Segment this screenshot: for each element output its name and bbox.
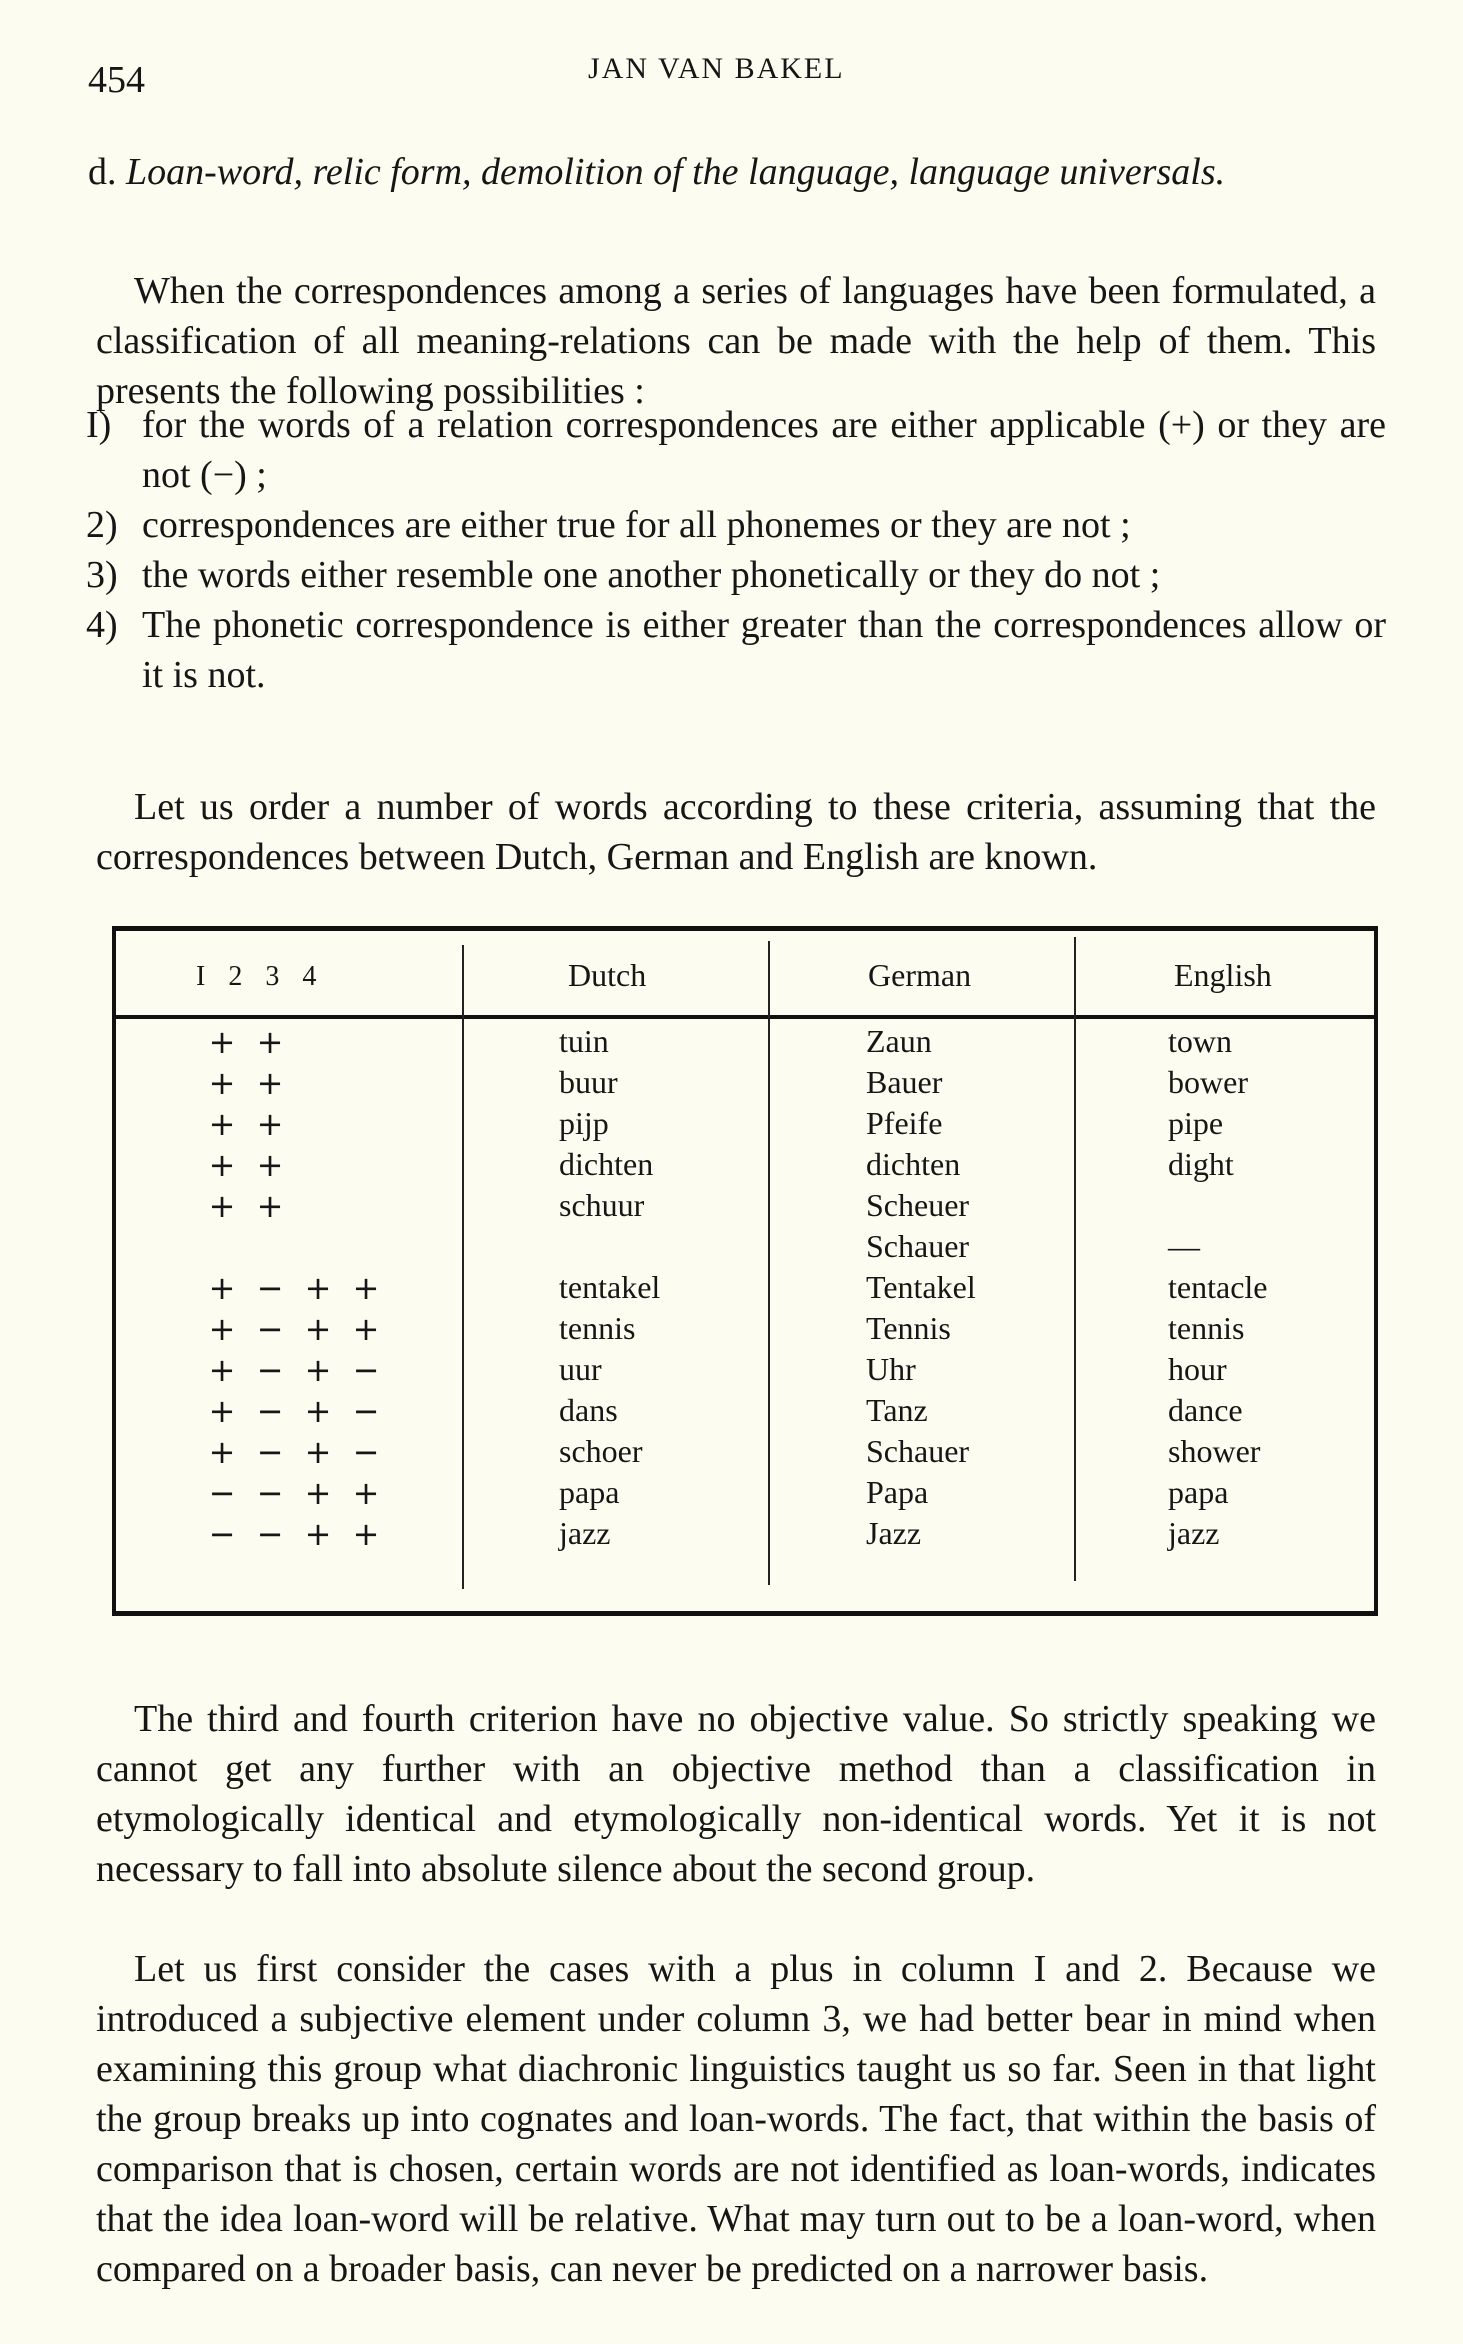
criterion-mark: − xyxy=(256,1351,284,1389)
criterion-mark: + xyxy=(256,1064,284,1102)
list-text: correspondences are either true for all phonemes or they are not ; xyxy=(142,504,1131,546)
list-item xyxy=(86,600,1386,700)
criterion-mark: − xyxy=(256,1515,284,1553)
criterion-mark: − xyxy=(256,1310,284,1348)
list-item xyxy=(86,550,1386,600)
criterion-mark: − xyxy=(256,1474,284,1512)
cell-dutch: pijp xyxy=(559,1105,609,1141)
criterion-mark: − xyxy=(208,1474,236,1512)
criterion-mark: + xyxy=(208,1310,236,1348)
cell-dutch: dans xyxy=(559,1392,618,1428)
table-row xyxy=(116,1064,1374,1104)
cell-german: Tanz xyxy=(866,1392,928,1428)
criteria-marks xyxy=(198,1310,390,1348)
cell-dutch: uur xyxy=(559,1351,602,1387)
paragraph-intro: When the correspondences among a series of languages have been formulated, a classification of all meaning-relations can be made with the help of them. This presents the following possibilities : xyxy=(96,270,1376,412)
list-number: 3) xyxy=(86,554,118,596)
criteria-marks xyxy=(198,1064,390,1102)
page-number: 454 xyxy=(88,59,145,101)
cell-german: Uhr xyxy=(866,1351,916,1387)
table-row xyxy=(116,1433,1374,1473)
criteria-marks xyxy=(198,1392,390,1430)
criterion-mark: − xyxy=(352,1351,380,1389)
criterion-mark: − xyxy=(256,1269,284,1307)
paragraph-criteria-value: The third and fourth criterion have no objective value. So strictly speaking we cannot get any further with an objective method than a classification in etymologically identical and etymologically non-identical words. Yet it is not necessary to fall into absolute silence about the second group. xyxy=(96,1698,1376,1890)
criterion-mark: + xyxy=(304,1351,332,1389)
criteria-marks xyxy=(198,1105,390,1143)
criterion-mark: + xyxy=(304,1474,332,1512)
cell-english: jazz xyxy=(1168,1515,1220,1551)
criterion-mark: + xyxy=(208,1433,236,1471)
cell-english: dance xyxy=(1168,1392,1243,1428)
criterion-mark: + xyxy=(208,1105,236,1143)
cell-dutch: papa xyxy=(559,1474,620,1510)
cell-dutch: schuur xyxy=(559,1187,645,1223)
cell-dutch: schoer xyxy=(559,1433,643,1469)
cell-german: Jazz xyxy=(866,1515,922,1551)
list-text: The phonetic correspondence is either greater than the correspondences allow or it is not. xyxy=(142,604,1386,696)
paragraph-order: Let us order a number of words according to these criteria, assuming that the correspondences between Dutch, German and English are known. xyxy=(96,786,1376,878)
table-row xyxy=(116,1146,1374,1186)
list-number: 2) xyxy=(86,504,118,546)
section-label: d. xyxy=(88,151,117,193)
criterion-mark: + xyxy=(208,1023,236,1061)
criteria-marks xyxy=(198,1146,390,1184)
section-heading xyxy=(88,150,1225,194)
running-head: JAN VAN BAKEL xyxy=(588,52,845,85)
cell-english: pipe xyxy=(1168,1105,1224,1141)
cell-dutch: tuin xyxy=(559,1023,609,1059)
cell-dutch: jazz xyxy=(559,1515,611,1551)
list-text: the words either resemble one another phonetically or they do not ; xyxy=(142,554,1161,596)
table-row xyxy=(116,1515,1374,1555)
cell-german: Tennis xyxy=(866,1310,951,1346)
criterion-mark: − xyxy=(256,1433,284,1471)
criteria-marks xyxy=(198,1515,390,1553)
criterion-mark: + xyxy=(208,1187,236,1225)
header-german: German xyxy=(868,957,972,993)
table-row xyxy=(116,1474,1374,1514)
criterion-mark: − xyxy=(352,1433,380,1471)
cell-english: town xyxy=(1168,1023,1232,1059)
word-comparison-table xyxy=(112,926,1378,1616)
cell-english: — xyxy=(1168,1228,1200,1264)
list-number: 4) xyxy=(86,604,118,646)
criterion-mark: + xyxy=(352,1310,380,1348)
criteria-marks xyxy=(198,1228,390,1266)
criterion-mark: + xyxy=(256,1023,284,1061)
cell-dutch: tentakel xyxy=(559,1269,661,1305)
cell-english: shower xyxy=(1168,1433,1261,1469)
cell-german: Schauer xyxy=(866,1228,970,1264)
table-row xyxy=(116,1310,1374,1350)
criterion-mark: + xyxy=(208,1269,236,1307)
criterion-mark: + xyxy=(304,1433,332,1471)
cell-german: Scheuer xyxy=(866,1187,970,1223)
header-dutch: Dutch xyxy=(568,957,647,993)
cell-german: dichten xyxy=(866,1146,961,1182)
criterion-mark: + xyxy=(352,1474,380,1512)
cell-english: bower xyxy=(1168,1064,1248,1100)
table-row xyxy=(116,1392,1374,1432)
cell-english: hour xyxy=(1168,1351,1227,1387)
cell-german: Schauer xyxy=(866,1433,970,1469)
criterion-mark: + xyxy=(208,1351,236,1389)
table-row xyxy=(116,1228,1374,1268)
paragraph-plus-cases: Let us first consider the cases with a plus in column I and 2. Because we introduced a subjective element under column 3, we had better bear in mind when examining this group what diachronic linguistics taught us so far. Seen in that light the group breaks up into cognates and loan-words. The fact, that within the basis of comparison that is chosen, certain words are not identified as loan-words, indicates that the idea loan-word will be relative. What may turn out to be a loan-word, when compared on a broader basis, can never be predicted on a narrower basis. xyxy=(96,1948,1376,2290)
cell-german: Tentakel xyxy=(866,1269,976,1305)
criteria-marks xyxy=(198,1269,390,1307)
criterion-mark: + xyxy=(208,1392,236,1430)
criteria-marks xyxy=(198,1351,390,1389)
cell-english: tennis xyxy=(1168,1310,1245,1346)
section-title: Loan-word, relic form, demolition of the language, language universals. xyxy=(126,151,1226,193)
header-english: English xyxy=(1174,957,1272,993)
criterion-mark: + xyxy=(304,1515,332,1553)
page-header xyxy=(88,52,1388,112)
list-item xyxy=(86,500,1386,550)
cell-english: tentacle xyxy=(1168,1269,1268,1305)
cell-german: Bauer xyxy=(866,1064,943,1100)
table-row xyxy=(116,1269,1374,1309)
criterion-mark: − xyxy=(352,1392,380,1430)
criterion-mark: − xyxy=(208,1515,236,1553)
criterion-mark: + xyxy=(256,1105,284,1143)
criterion-mark: + xyxy=(256,1146,284,1184)
table-row xyxy=(116,1105,1374,1145)
cell-english: papa xyxy=(1168,1474,1229,1510)
cell-german: Zaun xyxy=(866,1023,932,1059)
cell-english: dight xyxy=(1168,1146,1234,1182)
criterion-mark: + xyxy=(304,1269,332,1307)
criteria-marks xyxy=(198,1433,390,1471)
cell-dutch: tennis xyxy=(559,1310,636,1346)
cell-dutch: buur xyxy=(559,1064,618,1100)
table-row xyxy=(116,1023,1374,1063)
criteria-marks xyxy=(198,1187,390,1225)
list-item xyxy=(86,400,1386,500)
cell-german: Pfeife xyxy=(866,1105,943,1141)
criteria-marks xyxy=(198,1023,390,1061)
list-text: for the words of a relation correspondences are either applicable (+) or they are not (−) ; xyxy=(142,404,1386,496)
criterion-mark: − xyxy=(256,1392,284,1430)
cell-german: Papa xyxy=(866,1474,929,1510)
criterion-mark: + xyxy=(304,1310,332,1348)
criterion-mark: + xyxy=(352,1269,380,1307)
criteria-list xyxy=(86,400,1386,700)
cell-dutch: dichten xyxy=(559,1146,654,1182)
table-row xyxy=(116,1351,1374,1391)
list-number: I) xyxy=(86,404,112,446)
criterion-mark: + xyxy=(304,1392,332,1430)
criteria-marks xyxy=(198,1474,390,1512)
criteria-column-header: I 2 3 4 xyxy=(196,961,317,992)
table-header xyxy=(116,931,1374,1019)
criterion-mark: + xyxy=(256,1187,284,1225)
table-row xyxy=(116,1187,1374,1227)
criterion-mark: + xyxy=(208,1146,236,1184)
criterion-mark: + xyxy=(208,1064,236,1102)
criterion-mark: + xyxy=(352,1515,380,1553)
